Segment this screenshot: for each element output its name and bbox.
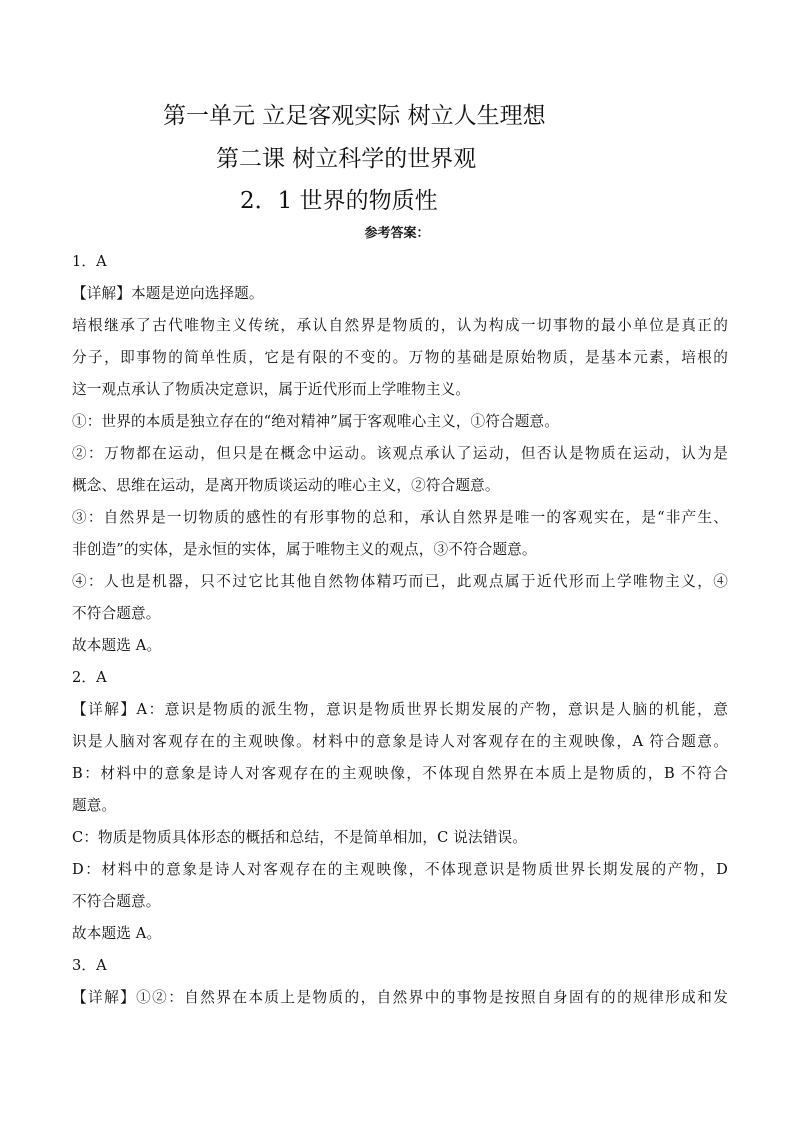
answer-conclusion: 故本题选 A。: [72, 637, 162, 654]
option-analysis-line: ④：人也是机器，只不过它比其他自然物体精巧而已，此观点属于近代形而上学唯物主义，④: [72, 573, 728, 590]
explanation-line: 【详解】①②：自然界在本质上是物质的，自然界中的事物是按照自身固有的的规律形成和发: [72, 989, 728, 1006]
explanation-line: 培根继承了古代唯物主义传统，承认自然界是物质的，认为构成一切事物的最小单位是真正的: [72, 317, 728, 334]
answer-conclusion: 故本题选 A。: [72, 925, 162, 942]
option-analysis-line: B：材料中的意象是诗人对客观存在的主观映像，不体现自然界在本质上是物质的，B 不符合: [72, 765, 728, 782]
option-analysis-line: 非创造”的实体，是永恒的实体，属于唯物主义的观点，③不符合题意。: [72, 541, 537, 558]
answer-number-3: 3．A: [72, 957, 107, 974]
unit-title: 第一单元 立足客观实际 树立人生理想: [163, 103, 546, 129]
option-analysis-line: D：材料中的意象是诗人对客观存在的主观映像，不体现意识是物质世界长期发展的产物，D: [72, 861, 728, 878]
section-title: 2．1 世界的物质性: [240, 188, 438, 214]
option-analysis-line: ②：万物都在运动，但只是在概念中运动。该观点承认了运动，但否认是物质在运动，认为是: [72, 445, 728, 462]
reference-answer-label: 参考答案：: [364, 226, 430, 241]
explanation-line: 【详解】A：意识是物质的派生物，意识是物质世界长期发展的产物，意识是人脑的机能，意: [72, 701, 728, 718]
answer-number-2: 2．A: [72, 669, 107, 686]
explanation-line: 识是人脑对客观存在的主观映像。材料中的意象是诗人对客观存在的主观映像，A 符合题意。: [72, 733, 728, 750]
explanation-line: 【详解】本题是逆向选择题。: [72, 285, 264, 302]
option-analysis-line: 不符合题意。: [72, 893, 161, 910]
explanation-line: 分子，即事物的简单性质，它是有限的不变的。万物的基础是原始物质，是基本元素，培根的: [72, 349, 728, 366]
option-analysis-line: 题意。: [72, 797, 117, 814]
explanation-line: 这一观点承认了物质决定意识，属于近代形而上学唯物主义。: [72, 381, 471, 398]
option-analysis-line: 概念、思维在运动，是离开物质谈运动的唯心主义，②符合题意。: [72, 477, 500, 494]
answer-number-1: 1．A: [72, 253, 107, 270]
option-analysis-line: C：物质是物质具体形态的概括和总结，不是简单相加，C 说法错误。: [72, 829, 527, 846]
option-analysis-line: ①：世界的本质是独立存在的“绝对精神”属于客观唯心主义，①符合题意。: [72, 413, 560, 430]
option-analysis-line: ③：自然界是一切物质的感性的有形事物的总和，承认自然界是唯一的客观实在，是“非产生、: [72, 509, 728, 526]
answer-body: [72, 246, 728, 1014]
option-analysis-line: 不符合题意。: [72, 605, 161, 622]
lesson-title: 第二课 树立科学的世界观: [216, 146, 477, 172]
